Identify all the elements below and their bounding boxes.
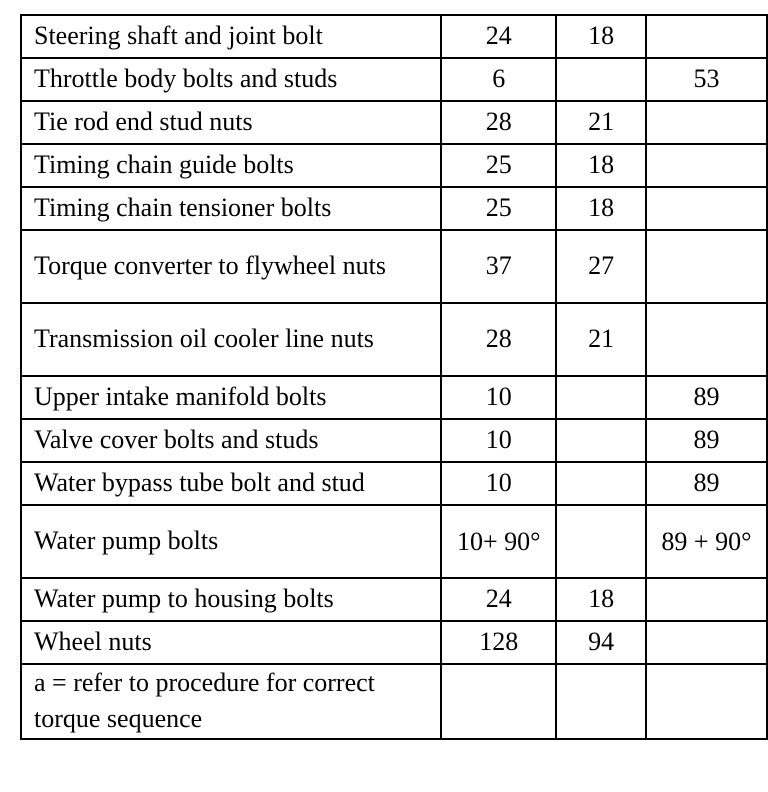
row-description: Torque converter to flywheel nuts: [21, 230, 441, 303]
row-description: Steering shaft and joint bolt: [21, 15, 441, 58]
row-description: Water pump bolts: [21, 505, 441, 578]
row-ftlb-value: [556, 462, 645, 505]
table-row: [21, 187, 767, 230]
row-description: Throttle body bolts and studs: [21, 58, 441, 101]
row-nm-value: 6: [441, 58, 556, 101]
table-row: [21, 303, 767, 376]
table-row: [21, 144, 767, 187]
row-ftlb-value: 27: [556, 230, 645, 303]
table-row: [21, 230, 767, 303]
row-inlb-value: 89: [646, 462, 767, 505]
row-ftlb-value: [556, 376, 645, 419]
row-description: Water bypass tube bolt and stud: [21, 462, 441, 505]
row-inlb-value: [646, 230, 767, 303]
table-row: [21, 578, 767, 621]
row-ftlb-value: [556, 419, 645, 462]
table-row: [21, 462, 767, 505]
row-description: Water pump to housing bolts: [21, 578, 441, 621]
row-nm-value: [441, 505, 556, 578]
row-ftlb-value: 18: [556, 578, 645, 621]
row-nm-value: 24: [441, 15, 556, 58]
row-ftlb-value: 21: [556, 303, 645, 376]
row-inlb-value-text: 89 + 90°: [661, 526, 752, 556]
row-ftlb-value: [556, 664, 645, 739]
row-ftlb-value: [556, 58, 645, 101]
table-row: [21, 419, 767, 462]
row-inlb-value: [646, 303, 767, 376]
row-nm-value: 24: [441, 578, 556, 621]
row-inlb-value: [646, 664, 767, 739]
row-description: Wheel nuts: [21, 621, 441, 664]
row-nm-value: 25: [441, 144, 556, 187]
table-row: [21, 376, 767, 419]
row-nm-value-text: 10+ 90°: [457, 526, 541, 556]
row-nm-value: 10: [441, 462, 556, 505]
row-ftlb-value: 18: [556, 187, 645, 230]
row-inlb-value: [646, 187, 767, 230]
row-nm-value: 25: [441, 187, 556, 230]
row-inlb-value: [646, 144, 767, 187]
table-row: [21, 664, 767, 739]
table-row: [21, 621, 767, 664]
row-description: Upper intake manifold bolts: [21, 376, 441, 419]
row-inlb-value: [646, 621, 767, 664]
table-row: [21, 58, 767, 101]
row-nm-value: 37: [441, 230, 556, 303]
row-inlb-value: [646, 578, 767, 621]
row-nm-value: 10: [441, 419, 556, 462]
torque-spec-table-container: [20, 14, 768, 740]
row-ftlb-value: [556, 505, 645, 578]
row-ftlb-value: 18: [556, 15, 645, 58]
row-nm-value: 128: [441, 621, 556, 664]
row-nm-value: 10: [441, 376, 556, 419]
row-inlb-value: [646, 101, 767, 144]
row-description: Tie rod end stud nuts: [21, 101, 441, 144]
row-inlb-value: 89: [646, 419, 767, 462]
row-inlb-value: 53: [646, 58, 767, 101]
row-nm-value: 28: [441, 303, 556, 376]
row-nm-value: 28: [441, 101, 556, 144]
row-inlb-value: [646, 15, 767, 58]
row-description: Transmission oil cooler line nuts: [21, 303, 441, 376]
row-ftlb-value: 18: [556, 144, 645, 187]
row-description: Valve cover bolts and studs: [21, 419, 441, 462]
row-inlb-value: 89: [646, 376, 767, 419]
row-inlb-value: [646, 505, 767, 578]
table-row: [21, 101, 767, 144]
footnote-text: a = refer to procedure for correct torque sequence: [21, 664, 441, 739]
row-description: Timing chain guide bolts: [21, 144, 441, 187]
row-description: Timing chain tensioner bolts: [21, 187, 441, 230]
table-row: [21, 15, 767, 58]
table-row: [21, 505, 767, 578]
row-nm-value: [441, 664, 556, 739]
torque-spec-table: [20, 14, 768, 740]
row-ftlb-value: 21: [556, 101, 645, 144]
row-ftlb-value: 94: [556, 621, 645, 664]
